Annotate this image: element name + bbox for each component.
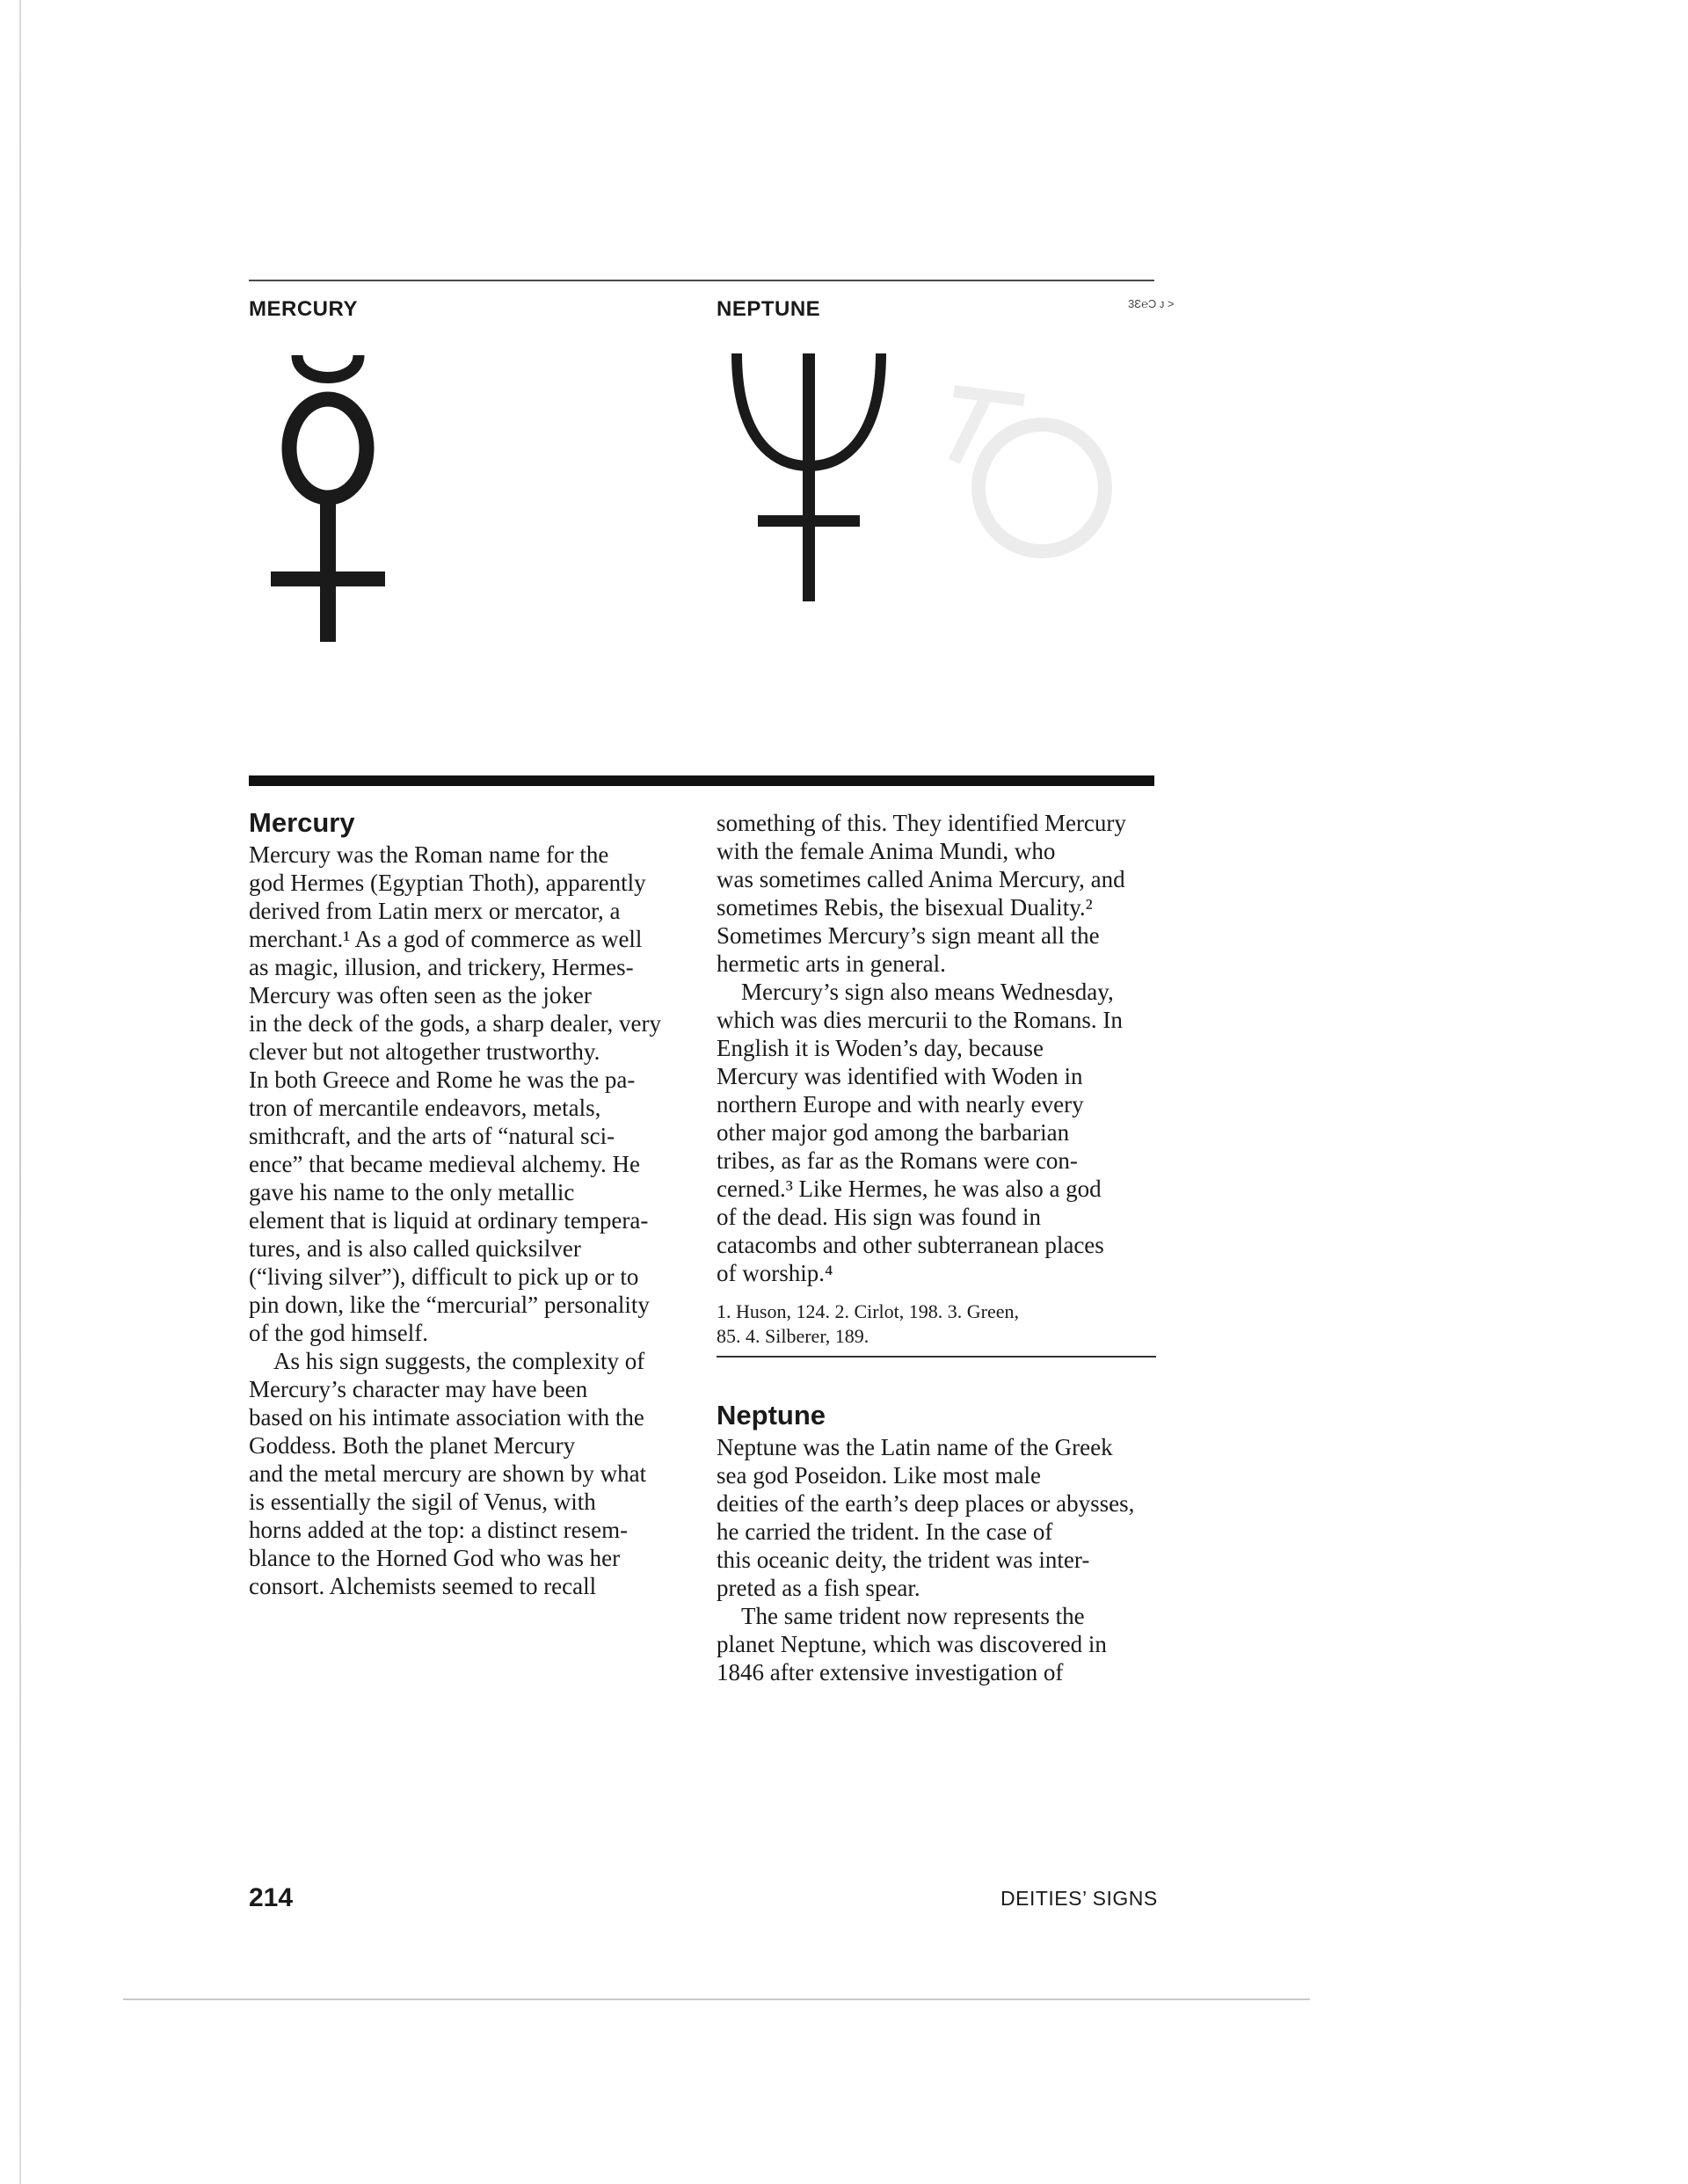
- mercury-symbol-label: MERCURY: [249, 297, 358, 321]
- text-line: derived from Latin merx or mercator, a: [249, 898, 621, 924]
- text-line: Goddess. Both the planet Mercury: [249, 1432, 576, 1459]
- text-line: god Hermes (Egyptian Thoth), apparently: [249, 870, 646, 896]
- text-line: gave his name to the only metallic: [249, 1179, 575, 1205]
- bleed-through-symbol-icon: [919, 356, 1147, 567]
- text-line: planet Neptune, which was discovered in: [717, 1631, 1107, 1657]
- text-line: Mercury was often seen as the joker: [249, 982, 592, 1008]
- text-line: cerned.³ Like Hermes, he was also a god: [717, 1176, 1102, 1202]
- mercury-symbol-icon: [262, 352, 394, 651]
- text-line: English it is Woden’s day, because: [717, 1035, 1044, 1061]
- footnote-line: 85. 4. Silberer, 189.: [717, 1325, 869, 1347]
- text-line: of the dead. His sign was found in: [717, 1204, 1041, 1230]
- text-line: other major god among the barbarian: [717, 1119, 1070, 1146]
- footnote-line: 1. Huson, 124. 2. Cirlot, 198. 3. Green,: [717, 1300, 1020, 1322]
- text-line: sea god Poseidon. Like most male: [717, 1462, 1041, 1489]
- text-line: catacombs and other subterranean places: [717, 1232, 1104, 1258]
- right-column: [717, 809, 1156, 1686]
- text-line: tures, and is also called quicksilver: [249, 1235, 581, 1262]
- text-line: As his sign suggests, the complexity of: [273, 1348, 645, 1374]
- corner-mark: 3Ɛ℮Ɔ ᴊ >: [1128, 297, 1175, 310]
- text-line: Mercury’s character may have been: [249, 1376, 588, 1402]
- scan-edge: [19, 0, 21, 2184]
- text-line: hermetic arts in general.: [717, 950, 946, 977]
- text-line: merchant.¹ As a god of commerce as well: [249, 926, 643, 952]
- section-title: DEITIES’ SIGNS: [1000, 1887, 1158, 1910]
- text-line: element that is liquid at ordinary tempera-: [249, 1207, 649, 1234]
- text-line: as magic, illusion, and trickery, Hermes-: [249, 954, 634, 980]
- text-line: In both Greece and Rome he was the pa-: [249, 1067, 636, 1093]
- text-line: smithcraft, and the arts of “natural sci-: [249, 1123, 615, 1149]
- text-line: with the female Anima Mundi, who: [717, 838, 1056, 864]
- text-line: tron of mercantile endeavors, metals,: [249, 1095, 601, 1121]
- text-line: based on his intimate association with the: [249, 1404, 644, 1431]
- text-line: of worship.⁴: [717, 1260, 833, 1286]
- mercury-heading: Mercury: [249, 807, 355, 838]
- text-line: (“living silver”), difficult to pick up or to: [249, 1263, 639, 1290]
- text-line: tribes, as far as the Romans were con-: [717, 1147, 1078, 1174]
- text-line: clever but not altogether trustworthy.: [249, 1038, 600, 1065]
- footnotes: [717, 1299, 1156, 1358]
- text-line: Neptune was the Latin name of the Greek: [717, 1434, 1113, 1460]
- text-line: 1846 after extensive investigation of: [717, 1659, 1064, 1685]
- text-line: pin down, like the “mercurial” personality: [249, 1292, 650, 1318]
- text-line: something of this. They identified Mercury: [717, 810, 1126, 836]
- text-line: he carried the trident. In the case of: [717, 1518, 1053, 1545]
- text-line: Mercury was identified with Woden in: [717, 1063, 1083, 1089]
- text-line: in the deck of the gods, a sharp dealer, very: [249, 1010, 661, 1037]
- text-line: horns added at the top: a distinct resem-: [249, 1517, 629, 1543]
- text-line: was sometimes called Anima Mercury, and: [717, 866, 1125, 892]
- text-line: blance to the Horned God who was her: [249, 1545, 621, 1571]
- text-line: of the god himself.: [249, 1320, 428, 1346]
- text-line: consort. Alchemists seemed to recall: [249, 1573, 597, 1599]
- text-line: northern Europe and with nearly every: [717, 1091, 1084, 1117]
- neptune-section: [717, 1401, 1156, 1686]
- page-number: 214: [249, 1883, 294, 1912]
- scan-bottom-edge: [123, 1998, 1310, 2000]
- text-line: Mercury’s sign also means Wednesday,: [741, 979, 1114, 1005]
- text-line: ence” that became medieval alchemy. He: [249, 1151, 640, 1177]
- neptune-trident-icon: [721, 352, 897, 607]
- neptune-heading: Neptune: [717, 1400, 826, 1431]
- text-line: deities of the earth’s deep places or abysses,: [717, 1490, 1135, 1517]
- left-column: [249, 809, 690, 1600]
- text-line: sometimes Rebis, the bisexual Duality.²: [717, 894, 1093, 921]
- section-rule: [249, 775, 1154, 786]
- text-line: The same trident now represents the: [741, 1603, 1085, 1629]
- neptune-symbol-label: NEPTUNE: [717, 297, 821, 321]
- text-line: preted as a fish spear.: [717, 1575, 920, 1601]
- text-line: Mercury was the Roman name for the: [249, 841, 609, 868]
- text-line: is essentially the sigil of Venus, with: [249, 1489, 596, 1515]
- text-line: which was dies mercurii to the Romans. In: [717, 1007, 1123, 1033]
- text-line: this oceanic deity, the trident was inter-: [717, 1547, 1090, 1573]
- text-line: Sometimes Mercury’s sign meant all the: [717, 922, 1100, 949]
- text-line: and the metal mercury are shown by what: [249, 1460, 647, 1487]
- top-rule: [249, 280, 1154, 281]
